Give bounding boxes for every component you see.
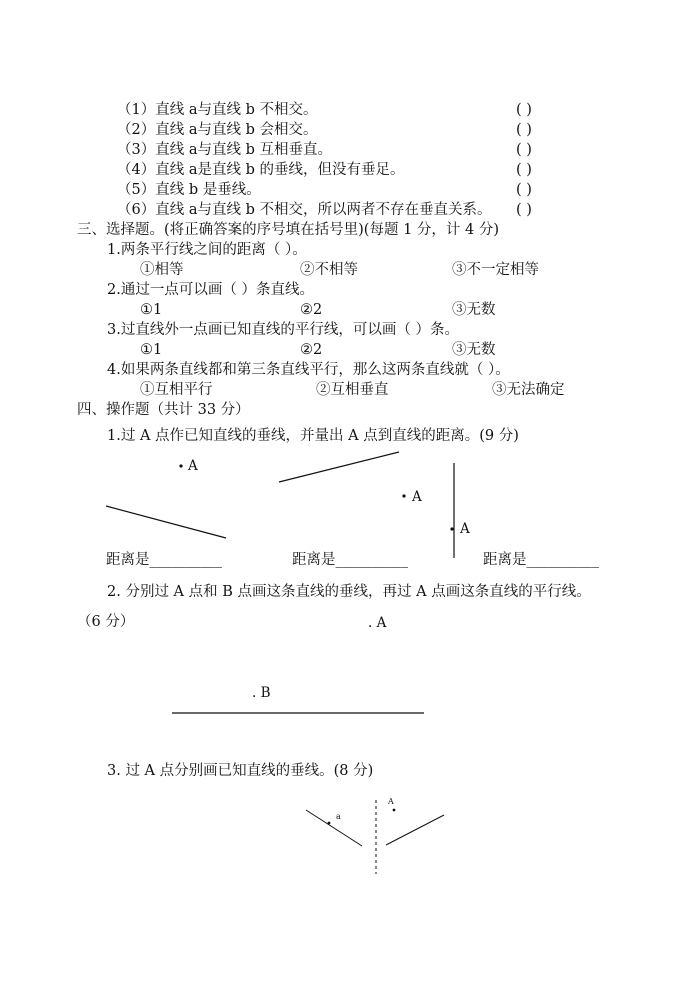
operation-question-2-score: （6 分） xyxy=(77,614,135,630)
q3-point-1 xyxy=(328,822,331,825)
judge-item-1: （1）直线 a与直线 b 不相交。 xyxy=(117,102,318,118)
distance-answer-1[interactable]: 距离是__________ xyxy=(106,552,222,568)
choice-question-1: 1.两条平行线之间的距离（ ）。 xyxy=(107,242,307,258)
choice-1-option-2[interactable]: ②不相等 xyxy=(300,262,358,278)
q3-point-label-2: A xyxy=(388,797,394,806)
choice-1-option-3[interactable]: ③不一定相等 xyxy=(452,262,539,278)
choice-question-2: 2.通过一点可以画（ ）条直线。 xyxy=(107,282,314,298)
section4-title: 四、操作题（共计 33 分） xyxy=(77,402,250,418)
q1-point-label-3: A xyxy=(460,521,470,537)
answer-paren-3[interactable]: ( ) xyxy=(516,142,532,158)
q1-point-3 xyxy=(450,527,453,530)
answer-paren-6[interactable]: ( ) xyxy=(516,202,532,218)
choice-2-option-1[interactable]: ①1 xyxy=(140,302,163,318)
operation-question-1: 1.过 A 点作已知直线的垂线，并量出 A 点到直线的距离。(9 分) xyxy=(107,428,519,444)
q3-line-2 xyxy=(386,815,444,845)
judge-item-3: （3）直线 a与直线 b 互相垂直。 xyxy=(117,142,332,158)
judge-item-2: （2）直线 a与直线 b 会相交。 xyxy=(117,122,318,138)
q2-point-a: . A xyxy=(368,615,387,631)
q1-point-1 xyxy=(179,464,182,467)
choice-2-option-2[interactable]: ②2 xyxy=(300,302,323,318)
q3-line-1 xyxy=(306,810,362,846)
choice-2-option-3[interactable]: ③无数 xyxy=(452,302,496,318)
q1-point-2 xyxy=(402,494,405,497)
q1-point-label-2: A xyxy=(412,489,422,505)
distance-answer-2[interactable]: 距离是__________ xyxy=(292,552,408,568)
choice-4-option-3[interactable]: ③无法确定 xyxy=(492,382,565,398)
distance-answer-3[interactable]: 距离是__________ xyxy=(483,552,599,568)
q1-point-label-1: A xyxy=(188,458,198,474)
q3-point-label-1: a xyxy=(336,812,341,821)
judge-item-5: （5）直线 b 是垂线。 xyxy=(117,182,261,198)
q2-point-b: . B xyxy=(252,685,271,701)
q1-line-1 xyxy=(106,506,226,538)
choice-3-option-3[interactable]: ③无数 xyxy=(452,342,496,358)
answer-paren-4[interactable]: ( ) xyxy=(516,162,532,178)
choice-question-3: 3.过直线外一点画已知直线的平行线，可以画（ ）条。 xyxy=(107,322,459,338)
operation-question-2: 2. 分别过 A 点和 B 点画这条直线的垂线，再过 A 点画这条直线的平行线。 xyxy=(107,584,591,600)
choice-3-option-2[interactable]: ②2 xyxy=(300,342,323,358)
section3-title: 三、选择题。(将正确答案的序号填在括号里)(每题 1 分，计 4 分) xyxy=(77,222,500,238)
answer-paren-1[interactable]: ( ) xyxy=(516,102,532,118)
q3-point-2 xyxy=(393,809,396,812)
choice-4-option-2[interactable]: ②互相垂直 xyxy=(316,382,389,398)
judge-item-4: （4）直线 a是直线 b 的垂线，但没有垂足。 xyxy=(117,162,405,178)
q1-line-2 xyxy=(279,452,399,482)
operation-question-3: 3. 过 A 点分别画已知直线的垂线。(8 分) xyxy=(107,763,374,779)
choice-4-option-1[interactable]: ①互相平行 xyxy=(140,382,213,398)
judge-item-6: （6）直线 a与直线 b 不相交，所以两者不存在垂直关系。 xyxy=(117,202,492,218)
answer-paren-2[interactable]: ( ) xyxy=(516,122,532,138)
answer-paren-5[interactable]: ( ) xyxy=(516,182,532,198)
choice-3-option-1[interactable]: ①1 xyxy=(140,342,163,358)
choice-1-option-1[interactable]: ①相等 xyxy=(140,262,184,278)
choice-question-4: 4.如果两条直线都和第三条直线平行，那么这两条直线就（ ）。 xyxy=(107,362,510,378)
